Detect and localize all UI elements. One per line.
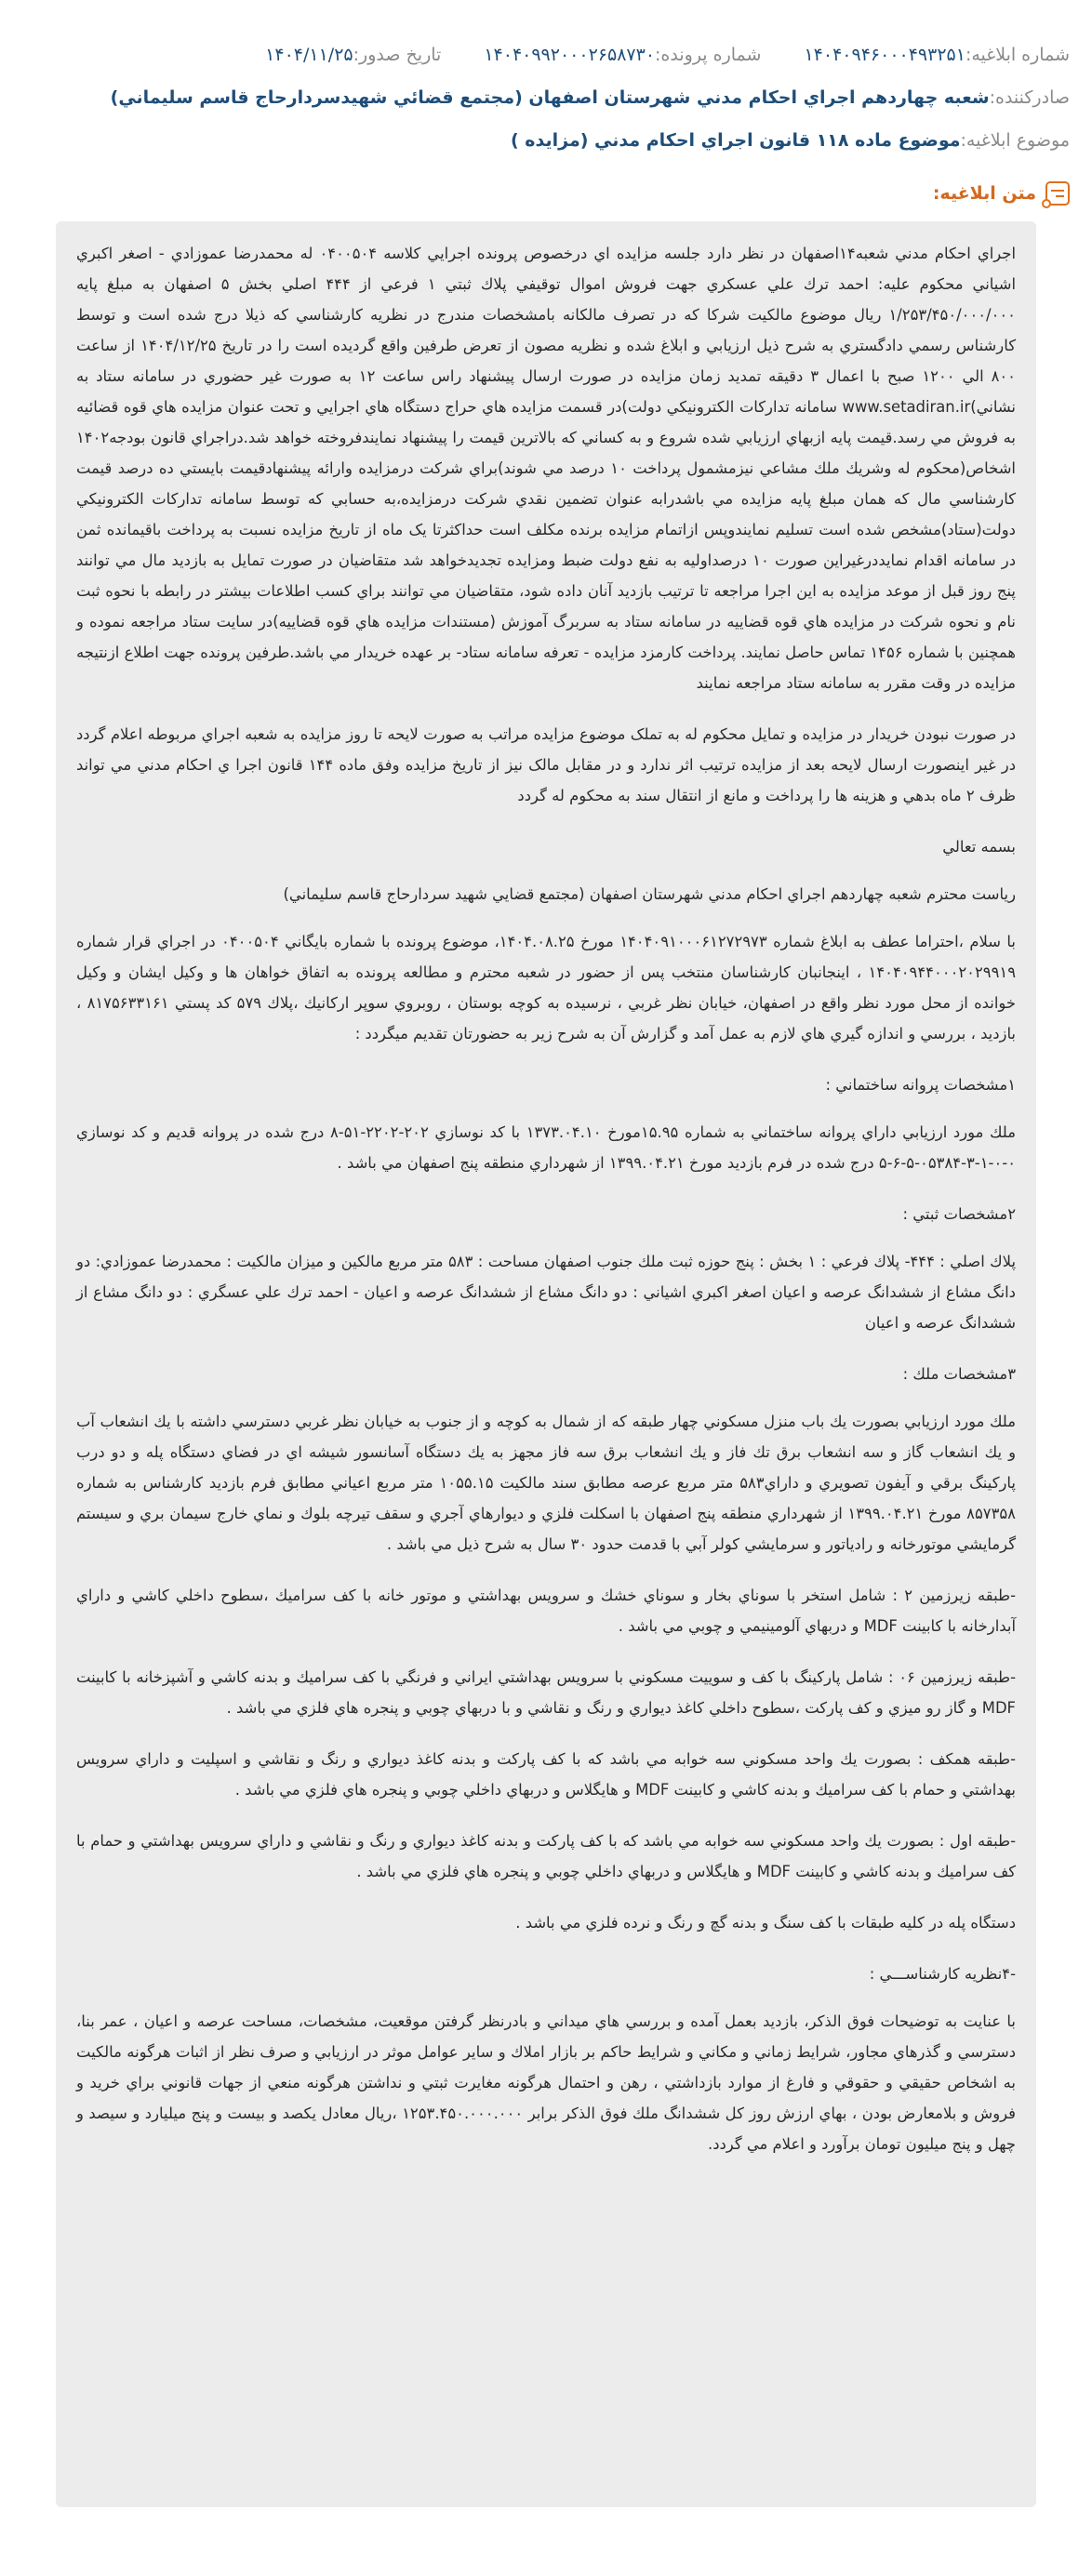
body-paragraph: اجراي احكام مدني شعبه۱۴اصفهان در نظر دارد جلسه مزايده اي درخصوص پرونده اجرايي كلاسه ۰۴۰۰۵۰۴ له محمدرضا عموزادي - اصغر اكبري اشياني محكوم عليه: احمد ترك علي عسكري جهت فروش اموال توقيفي پلاك ثبتي ۱ فرعي از ۴۴۴ اصلي بخش ۵ اصفهان به مبلغ پايه ۱/۲۵۳/۴۵۰/۰۰۰/۰۰۰ ريال موضوع مالكيت شركا كه در تصرف مالكانه بامشخصات مندرج در نظريه كارشناسي كه ذيلا درج شده است و توسط كارشناس رسمي دادگستري به شرح ذيل ارزيابي و ابلاغ شده و نظريه مصون از تعرض طرفين واقع گرديده است را در تاريخ ۱۴۰۴/۱۲/۲۵ از ساعت ۸۰۰ الي ۱۲۰۰ صبح با اعمال ۳ دقيقه تمديد زمان مزايده در صورت ارسال پيشنهاد راس ساعت ۱۲ به صورت غير حضوري در سامانه ستاد به نشاني)www.setadiran.ir سامانه تداركات الكترونيكي دولت)در قسمت مزايده هاي حراج دستگاه هاي اجرايي و تحت عنوان مزايده هاي قوه قضائيه به فروش مي رسد.قيمت پايه ازبهاي ارزيابي شده شروع و به كساني كه بالاترين قيمت را پيشنهاد نمايندفروخته خواهد شد.دراجراي قانون بودجه۱۴۰۲ اشخاص(محكوم له وشريك ملك مشاعي نيزمشمول پرداخت ۱۰ درصد مي شوند)براي شركت درمزايده وارائه پيشنهادقيمت بايستي ده درصد قيمت كارشناسي مال كه همان مبلغ پايه مزايده مي باشدرابه عنوان تضمين نقدي شركت درمزايده،به حسابي كه توسط سامانه تداركات الكترونيكي دولت(ستاد)مشخص شده است تسليم نمايندوپس ازاتمام مزايده برنده مكلف است حداكثرتا يک ماه از تاريخ مزايده نسبت به پرداخت باقيمانده ثمن در سامانه اقدام نمايددرغيراين صورت ۱۰ درصداوليه به نفع دولت ضبط ومزايده تجديدخواهد شد متقاضيان در صورت تمايل به بازديد مال مي توانند پنج روز قبل از موعد مزايده به اين اجرا مراجعه تا ترتيب بازديد آنان داده شود، متقاضيان مي توانند براي كسب اطلاعات بيشتر در رابطه با نحوه ثبت نام و نحوه شركت در مزايده هاي قوه قضاييه در سامانه ستاد به سربرگ آموزش (مستندات مزايده هاي قوه قضاييه)در سايت ستاد مراجعه نموده و همچنين با شماره ۱۴۵۶ تماس حاصل نمايند. پرداخت كارمزد مزايده - تعرفه سامانه ستاد- بر عهده خريدار مي باشد.طرفين پرونده جهت اطلاع ازنتيجه مزايده در وقت مقرر به سامانه ستاد مراجعه نمايند xyxy=(76,245,1017,692)
notice-text-heading xyxy=(933,181,1070,206)
body-paragraph: -طبقه زيرزمين ۰۶ : شامل پاركينگ با كف و سوييت مسكوني با سرويس بهداشتي ايراني و فرنگي با كف سراميك و بدنه كاشي و آشپزخانه با كابينت MDF و گاز رو ميزي و كف پاركت ،سطوح داخلي كاغذ ديواري و رنگ و نقاشي و با دربهاي چوبي و پنجره هاي فلزي مي باشد . xyxy=(76,1668,1016,1717)
body-paragraph: با سلام ،احتراما عطف به ابلاغ شماره ۱۴۰۴۰۹۱۰۰۰۶۱۲۷۲۹۷۳ مورخ ۱۴۰۴.۰۸.۲۵، موضوع پرونده با شماره بايگاني ۰۴۰۰۵۰۴ در اجراي قرار شماره ۱۴۰۴۰۹۴۴۰۰۰۲۰۲۹۹۱۹ ، اينجانبان كارشناسان منتخب پس از حضور در شعبه محترم و مطالعه پرونده به اتفاق خواهان ها و وكيل ايشان و وكيل خوانده از محل مورد نظر واقع در اصفهان، خيابان نظر غربي ، نرسيده به كوچه بوستان ، روبروي سوپر اركانيك ،پلاك ۵۷۹ كد پستي ۸۱۷۵۶۳۳۱۶۱ ، بازديد ، بررسي و اندازه گيري هاي لازم به عمل آمد و گزارش آن به شرح زير به حضورتان تقديم ميگردد : xyxy=(76,933,1016,1042)
body-paragraph: پلاك اصلي : ۴۴۴- پلاك فرعي : ۱ بخش : پنج حوزه ثبت ملك جنوب اصفهان مساحت : ۵۸۳ متر مربع مالكين و ميزان مالكيت : محمدرضا عموزادي: دو دانگ مشاع از ششدانگ عرصه و اعيان اصغر اكبري اشياني : دو دانگ مشاع از ششدانگ عرصه و اعيان - احمد ترك علي عسگري : دو دانگ مشاع از ششدانگ عرصه و اعيان xyxy=(76,1253,1016,1332)
body-paragraph: در صورت نبودن خريدار در مزايده و تمايل محكوم له به تملک موضوع مزايده مراتب به صورت لايحه تا روز مزايده به شعبه اجراي مربوطه اعلام گردد در غير اينصورت ارسال لايحه بعد از مزايده ترتيب اثر ندارد و در مقابل مالک نيز از تاريخ مزايده وفق ماده ۱۴۴ قانون اجرا ي احكام مدني مي تواند ظرف ۲ ماه بدهي و هزينه ها را پرداخت و مانع از انتقال سند به محكوم له گردد xyxy=(76,725,1016,804)
body-heading: -۴نظريه كارشناســـي : xyxy=(869,1965,1016,1983)
body-heading: رياست محترم شعبه چهاردهم اجراي احكام مدني شهرستان اصفهان (مجتمع قضايي شهيد سردارحاج قاسم سليماني) xyxy=(283,885,1016,903)
body-paragraph: ملك مورد ارزيابي بصورت يك باب منزل مسكوني چهار طبقه كه از شمال به كوچه و از جنوب به خيابان نظر غربي دسترسي داشته با يك انشعاب آب و يك انشعاب گاز و سه انشعاب برق تك فاز و يك انشعاب برق سه فاز مجهز به يك دستگاه آسانسور شيشه اي در فضاي دستگاه پله و دو درب پاركينگ برقي و آيفون تصويري و داراي۵۸۳ متر مربع عرصه مطابق سند مالكيت ۱۰۵۵.۱۵ متر مربع اعياني مطابق فرم بازديد كارشناس به شماره ۸۵۷۳۵۸ مورخ ۱۳۹۹.۰۴.۲۱ از شهرداري منطقه پنج اصفهان با اسكلت فلزي و ديوارهاي آجري و سقف تيرچه بلوك و نماي خارج سيمان بري و سيستم گرمايشي موتورخانه و رادياتور و سرمايشي كولر آبي با قدمت حدود ۳۰ سال به شرح ذيل مي باشد . xyxy=(76,1413,1016,1553)
issuer-value: شعبه چهاردهم اجراي احكام مدني شهرستان اصفهان (مجتمع قضائي شهيدسردارحاج قاسم سليماني) xyxy=(110,87,990,108)
body-paragraph: دستگاه پله در كليه طبقات با كف سنگ و بدنه گچ و رنگ و نرده فلزي مي باشد . xyxy=(515,1914,1016,1932)
document-notice-icon xyxy=(1045,181,1070,206)
issue-date: ۱۴۰۴/۱۱/۲۵ xyxy=(265,45,353,65)
case-number-label: شماره پرونده: xyxy=(655,45,762,65)
issuer-row xyxy=(54,87,1070,108)
notice-body-panel xyxy=(56,221,1036,2507)
issuer-label: صادرکننده: xyxy=(989,87,1070,108)
body-paragraph: -طبقه زيرزمين ۲ : شامل استخر با سوناي بخار و سوناي خشك و سرويس بهداشتي و موتور خانه با كف سراميك ،سطوح داخلي كاشي و داراي آبدارخانه با كابينت MDF و دربهاي آلومينيمي و چوبي مي باشد . xyxy=(76,1587,1016,1635)
body-paragraph: ملك مورد ارزيابي داراي پروانه ساختماني به شماره ۱۵.۹۵مورخ ۱۳۷۳.۰۴.۱۰ با كد نوسازي ۲۰۲-۲۲۰۲-۵۱-۸ درج شده در پروانه قديم و كد نوسازي ۰-۰-۱-۳-۰۵۳۸۴-۵-۶-۵ درج شده در فرم بازديد مورخ ۱۳۹۹.۰۴.۲۱ از شهرداري منطقه پنج اصفهان مي باشد . xyxy=(76,1123,1016,1172)
body-heading: بسمه تعالي xyxy=(942,838,1016,856)
case-number: ۱۴۰۴۰۹۹۲۰۰۰۲۶۵۸۷۳۰ xyxy=(484,45,656,65)
header-meta-row xyxy=(54,45,1070,65)
notice-text-title: متن ابلاغيه: xyxy=(932,183,1036,204)
body-paragraph: با عنايت به توضيحات فوق الذكر، بازديد بعمل آمده و بررسي هاي ميداني و بادرنظر گرفتن موقعيت، مشخصات، مساحت عرصه و اعيان ، عمر بنا، دسترسي و گذرهاي مجاور، شرايط زماني و مكاني و شرايط حاكم بر بازار املاك و ساير عوامل موثر در ارزيابي و صرف نظر از اثبات هرگونه مالكيت به اشخاص حقيقي و حقوقي و فارغ از موارد بازداشتي ، رهن و احتمال هرگونه مغايرت ثبتي و نداشتن هرگونه منعي از جهات قانوني براي خريد و فروش و بلامعارض بودن ، بهاي ارزش روز كل ششدانگ ملك فوق الذكر برابر ۱۲۵۳.۴۵۰.۰۰۰.۰۰۰ ،ريال معادل يكصد و بيست و پنج ميليارد و سيصد و چهل و پنج ميليون تومان برآورد و اعلام مي گردد. xyxy=(76,2012,1016,2153)
subject-value: موضوع ماده ۱۱۸ قانون اجراي احكام مدني (مزايده ) xyxy=(511,130,961,151)
body-paragraph: -طبقه همكف : بصورت يك واحد مسكوني سه خوابه مي باشد كه با كف پاركت و بدنه كاغذ ديواري و رنگ و نقاشي و اسپليت و داراي سرويس بهداشتي و حمام با كف سراميك و بدنه كاشي و كابينت MDF و هايگلاس و دربهاي داخلي چوبي و پنجره هاي فلزي مي باشد . xyxy=(76,1750,1016,1799)
body-paragraph: -طبقه اول : بصورت يك واحد مسكوني سه خوابه مي باشد كه با كف پاركت و بدنه كاغذ ديواري و رنگ و نقاشي و داراي سرويس بهداشتي و حمام با كف سراميك و بدنه كاشي و كابينت MDF و هايگلاس و دربهاي داخلي چوبي و پنجره هاي فلزي مي باشد . xyxy=(76,1832,1016,1880)
notice-number: ۱۴۰۴۰۹۴۶۰۰۰۴۹۳۲۵۱ xyxy=(804,45,965,65)
notice-number-label: شماره ابلاغيه: xyxy=(965,45,1070,65)
subject-row xyxy=(54,130,1070,151)
issue-date-label: تاريخ صدور: xyxy=(353,45,442,65)
subject-label: موضوع ابلاغيه: xyxy=(960,130,1070,151)
body-heading: ۲مشخصات ثبتي : xyxy=(902,1205,1016,1223)
body-heading: ۳مشخصات ملك : xyxy=(902,1365,1016,1383)
body-heading: ۱مشخصات پروانه ساختماني : xyxy=(825,1076,1016,1094)
